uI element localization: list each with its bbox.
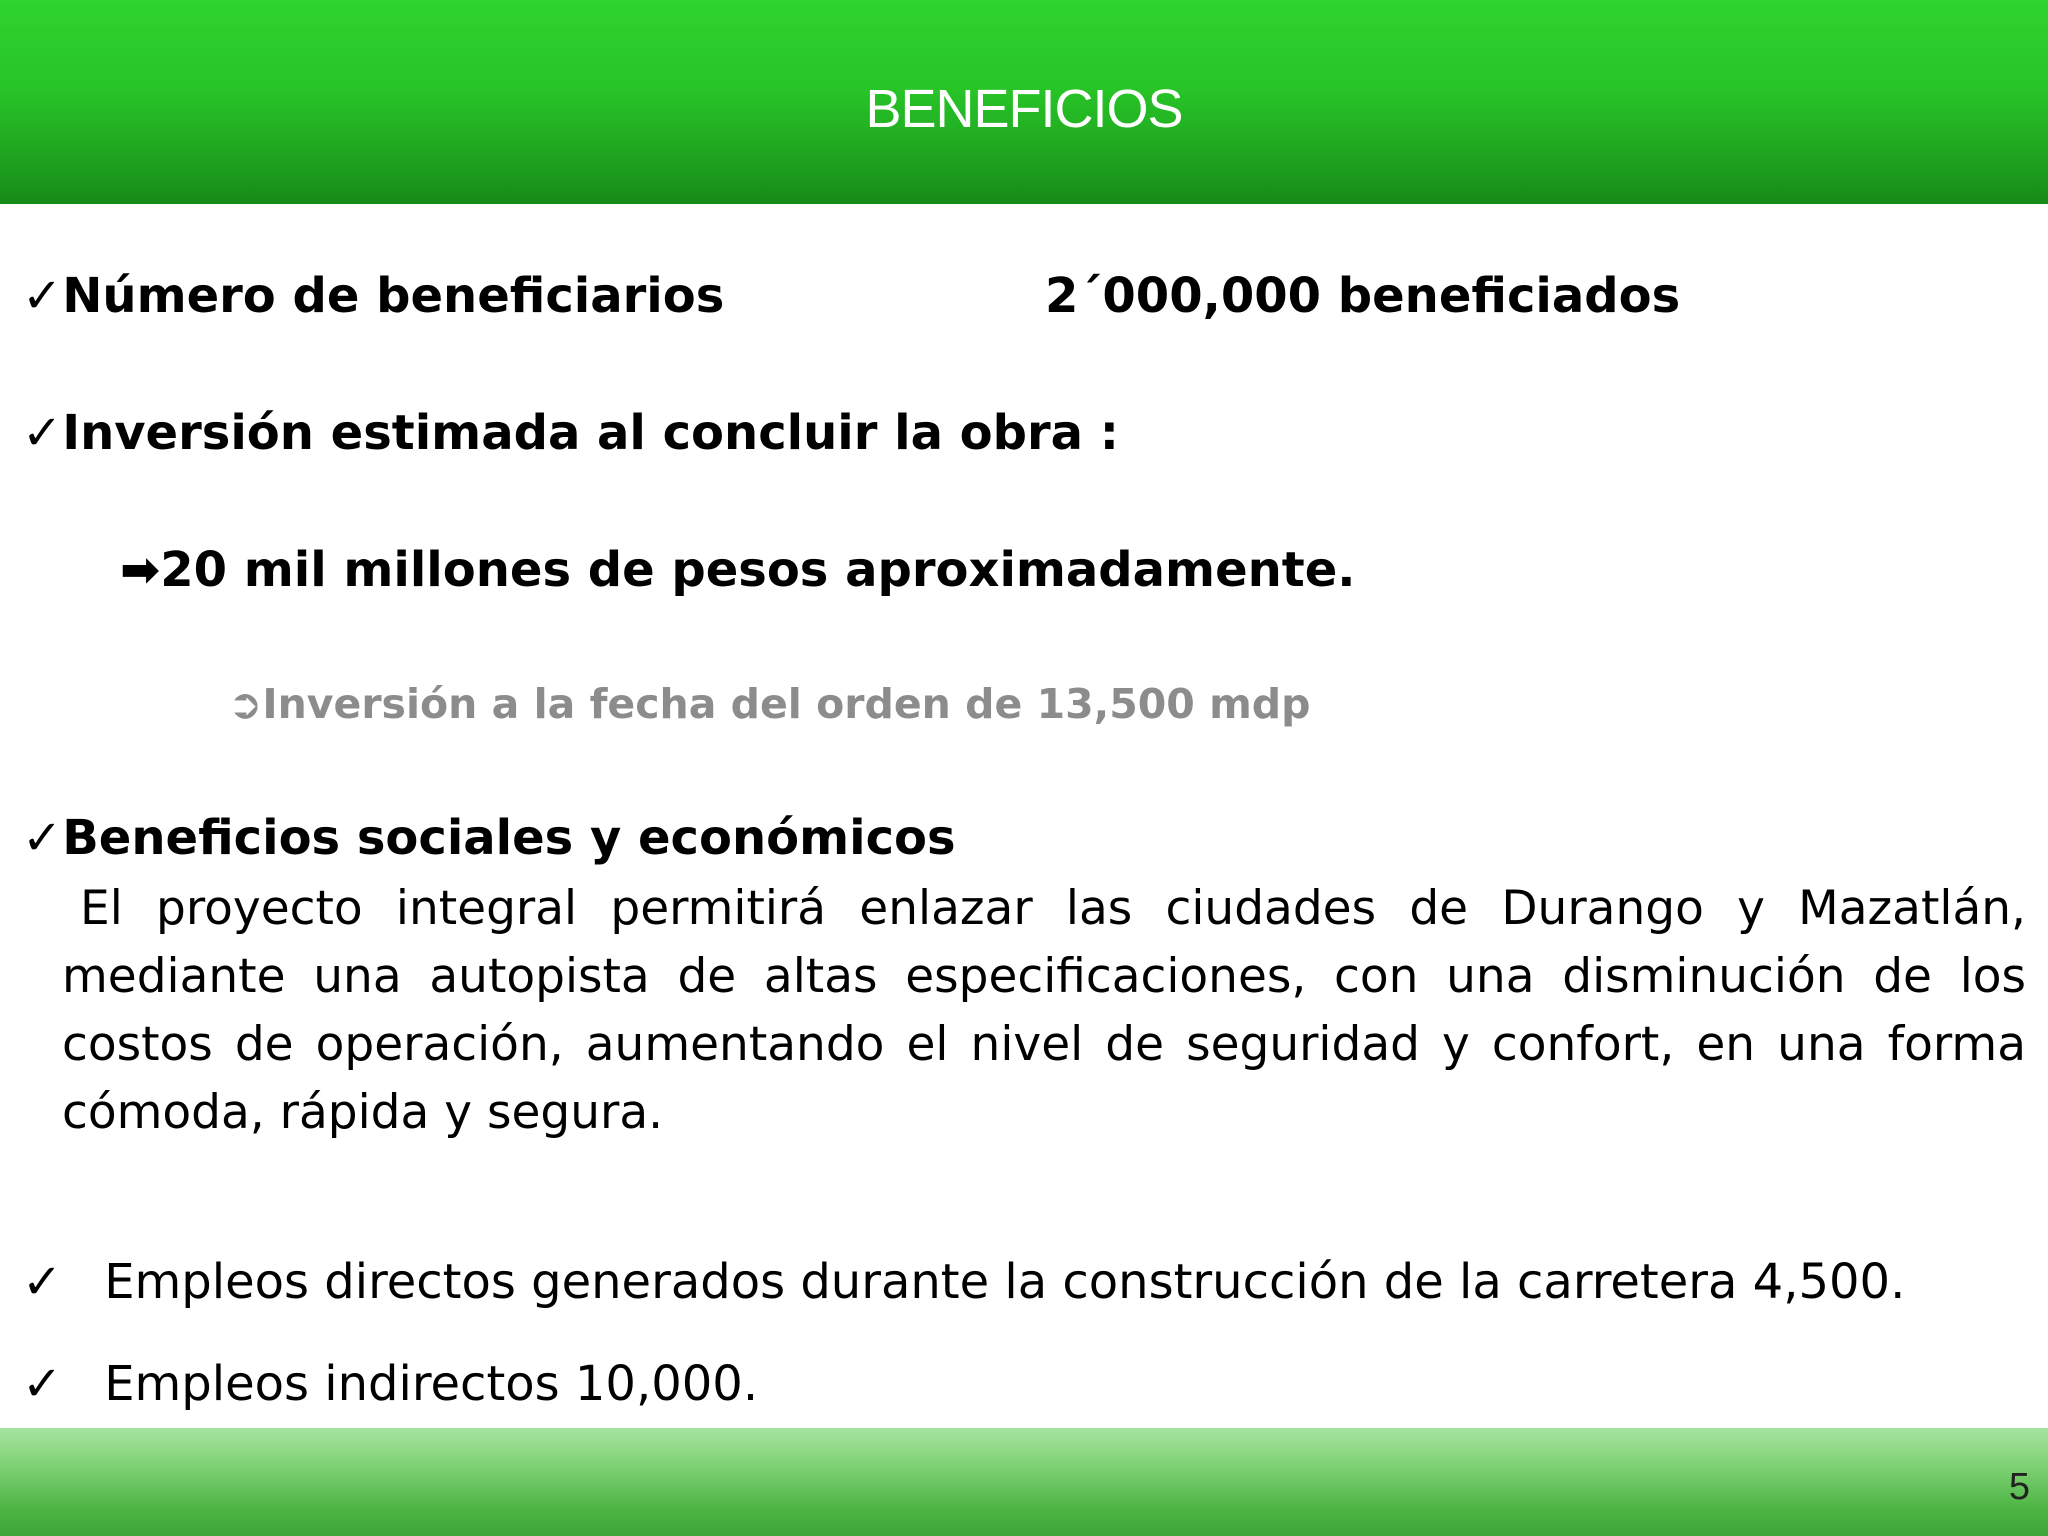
beneficiaries-value: 2´000,000 beneficiados [1045,268,1681,324]
investment-item [22,405,1119,461]
investment-to-date-item [228,680,1310,728]
slide-title: BENEFICIOS [865,79,1183,139]
direct-jobs-item [22,1254,1905,1310]
check-icon: ✓ [22,268,63,324]
social-benefits-text: El proyecto integral permitirá enlazar las ciudades de Durango y Mazatlán, mediante una autopista de altas especificaciones, con una disminución de los costos de operación, aumentando el nivel de seguridad y confort, en una forma cómoda, rápida y segura. [62,881,2026,1140]
investment-total-item [120,542,1356,598]
indirect-jobs-item [22,1356,758,1412]
beneficiaries-label: Número de beneficiarios [62,268,725,324]
indirect-jobs-text: Empleos indirectos 10,000. [104,1356,759,1412]
investment-total: 20 mil millones de pesos aproximadamente. [160,542,1356,598]
check-icon: ✓ [22,405,63,461]
page-number: 5 [2008,1466,2030,1508]
beneficiaries-item [22,268,724,324]
arrow-right-icon: ➡ [120,542,161,598]
check-icon: ✓ [22,810,63,866]
circle-arrow-icon: ➲ [228,680,263,728]
footer-bar [0,1428,2048,1536]
check-icon: ✓ [22,1356,63,1412]
direct-jobs-text: Empleos directos generados durante la construcción de la carretera 4,500. [104,1254,1906,1310]
investment-label: Inversión estimada al concluir la obra : [62,405,1119,461]
investment-to-date: Inversión a la fecha del orden de 13,500 mdp [262,680,1311,728]
check-icon: ✓ [22,1254,63,1310]
social-benefits-label: Beneficios sociales y económicos [62,810,956,866]
social-benefits-item [22,810,956,866]
